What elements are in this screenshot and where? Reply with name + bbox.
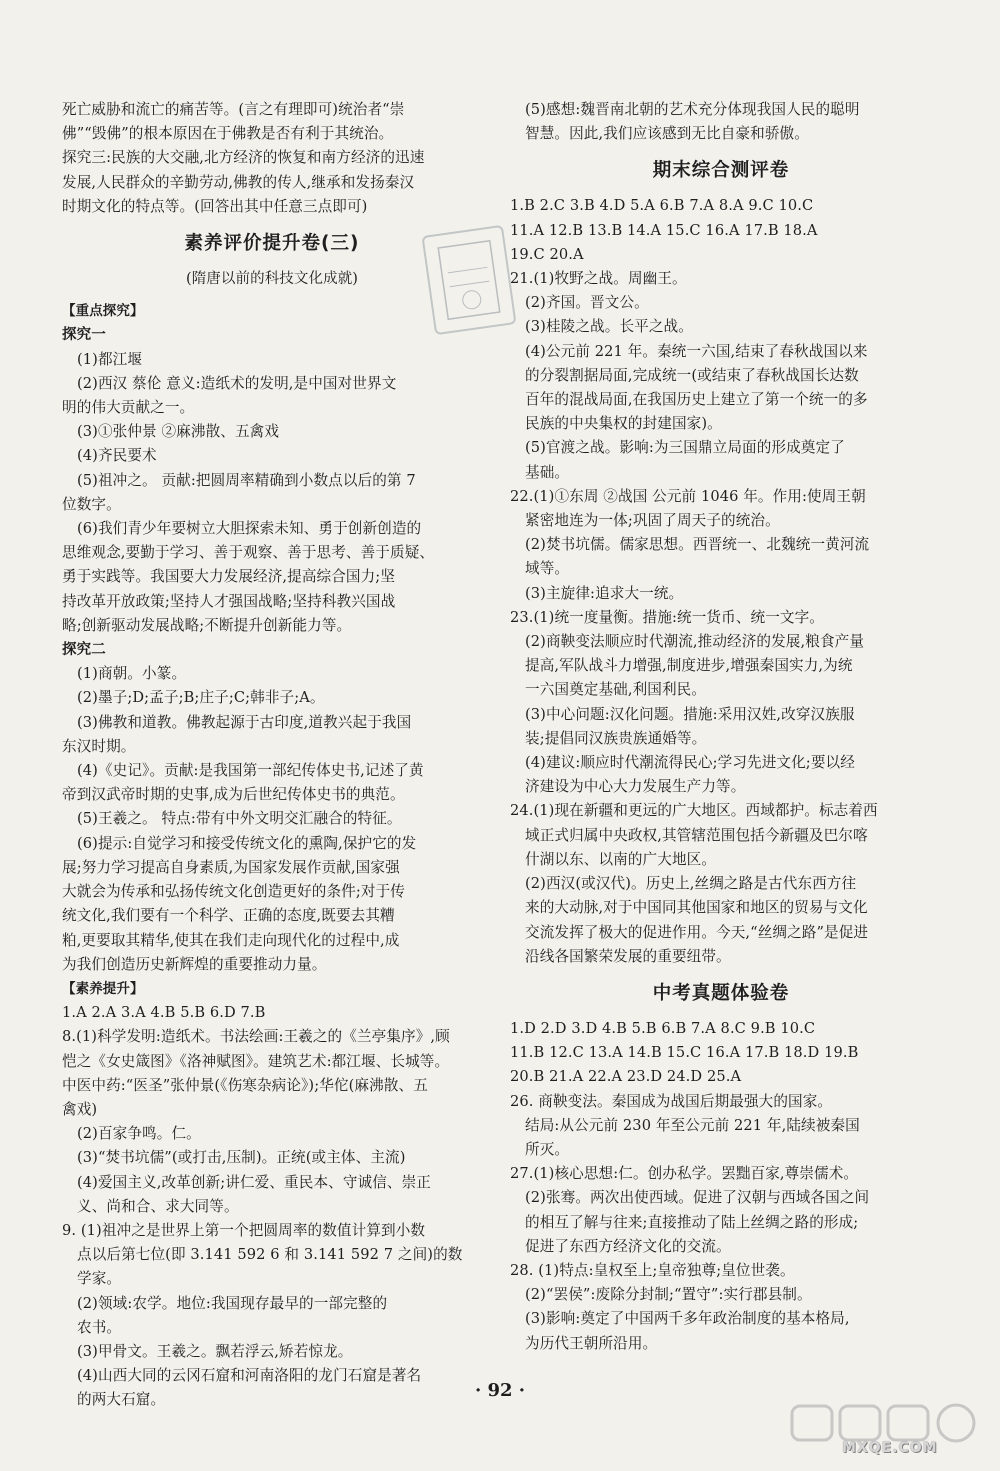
choice-answer-line: 11.A 12.B 13.B 14.A 15.C 16.A 17.B 18.A (510, 221, 818, 239)
text-line: 发展,人民群众的辛勤劳动,佛教的传人,继承和发扬秦汉 (62, 173, 415, 191)
answer-line: 为我们创造历史新辉煌的重要推动力量。 (62, 955, 327, 973)
answer-line: (4)《史记》。贡献:是我国第一部纪传体史书,记述了黄 (77, 762, 424, 780)
choice-answer-line: 1.D 2.D 3.D 4.B 5.B 6.B 7.A 8.C 9.B 10.C (510, 1019, 816, 1037)
answer-line: 提高,军队战斗力增强,制度进步,增强秦国实力,为统 (525, 657, 853, 675)
text-line: 死亡威胁和流亡的痛苦等。(言之有理即可)统治者“崇 (62, 101, 405, 118)
zhongkao-answers (510, 1090, 932, 1356)
answer-line: 沿线各国繁荣发展的重要纽带。 (525, 947, 731, 965)
section-subtitle: (隋唐以前的科技文化成就) (185, 271, 359, 288)
answer-line: (2)西汉 蔡伦 意义:造纸术的发明,是中国对世界文 (77, 374, 397, 392)
answer-line: 农书。 (77, 1318, 122, 1336)
answer-line: 的分裂割据局面,完成统一(或结束了春秋战国长达数 (525, 366, 859, 384)
answer-line: 域等。 (525, 560, 570, 578)
answer-line: 促进了东西方经济文化的交流。 (525, 1237, 731, 1255)
answer-line: (5)官渡之战。影响:为三国鼎立局面的形成奠定了 (525, 439, 845, 457)
answer-line: 济建设为中心大力发展生产力等。 (525, 778, 746, 796)
answer-line: 交流发挥了极大的促进作用。今天,“丝绸之路”是促进 (525, 923, 869, 941)
answer-line: 百年的混战局面,在我国历史上建立了第一个统一的多 (525, 391, 868, 409)
heading-explore-1: 探究一 (62, 327, 106, 344)
answer-line: 24.(1)现在新疆和更远的广大地区。西域都护。标志着西 (510, 802, 878, 820)
answer-line: (4)齐民要术 (77, 447, 157, 465)
left-column (62, 98, 482, 1413)
choice-answer-line: 20.B 21.A 22.A 23.D 24.D 25.A (510, 1068, 742, 1086)
answer-line: (3)“焚书坑儒”(或打击,压制)。正统(或主体、主流) (77, 1149, 406, 1167)
answer-line: 大就会为传承和弘扬传统文化创造更好的条件;对于传 (62, 883, 405, 901)
answer-line: 27.(1)核心思想:仁。创办私学。罢黜百家,尊崇儒术。 (510, 1165, 859, 1183)
answer-line: 结局:从公元前 230 年至公元前 221 年,陆续被秦国 (525, 1116, 860, 1134)
answer-line: 8.(1)科学发明:造纸术。书法绘画:王羲之的《兰亭集序》,顾 (62, 1028, 450, 1046)
answer-line: (5)祖冲之。 贡献:把圆周率精确到小数点以后的第 7 (77, 471, 416, 489)
answer-line: 持改革开放政策;坚持人才强国战略;坚持科教兴国战 (62, 592, 396, 610)
answer-line: 所灭。 (525, 1140, 570, 1158)
text-line: 时期文化的特点等。(回答出其中任意三点即可) (62, 197, 368, 215)
left-intro-block (62, 98, 482, 219)
answer-line: 紧密地连为一体;巩固了周天子的统治。 (525, 512, 780, 530)
tag-literacy-improvement: 【素养提升】 (62, 980, 144, 997)
answer-line: 学家。 (77, 1270, 122, 1288)
choice-answer-line: 11.B 12.C 13.A 14.B 15.C 16.A 17.B 18.D 19.B (510, 1044, 859, 1062)
answer-line: 装;提倡同汉族贵族通婚等。 (525, 729, 707, 747)
answer-line: (1)商朝。小篆。 (77, 665, 187, 683)
answer-line: 26. 商鞅变法。秦国成为战国后期最强大的国家。 (510, 1092, 833, 1110)
answer-line: 民族的中央集权的封建国家)。 (525, 415, 722, 433)
answer-line: 一六国奠定基础,利国利民。 (525, 681, 707, 699)
final-exam-choice-answers (510, 194, 932, 267)
answer-line: (2)西汉(或汉代)。历史上,丝绸之路是古代东西方往 (525, 875, 857, 893)
answer-line: 的两大石窟。 (77, 1391, 166, 1409)
answer-line: (4)山西大同的云冈石窟和河南洛阳的龙门石窟是著名 (77, 1367, 422, 1385)
right-intro-block (510, 98, 932, 146)
answer-line: 9. (1)祖冲之是世界上第一个把圆周率的数值计算到小数 (62, 1221, 426, 1239)
section-title-final-exam: 期末综合测评卷 (652, 160, 790, 182)
answer-line: 帝到汉武帝时期的史事,成为后世纪传体史书的典范。 (62, 786, 405, 804)
answer-line: (5)感想:魏晋南北朝的艺术充分体现我国人民的聪明 (525, 101, 860, 118)
answer-line: (6)提示:自觉学习和接受传统文化的熏陶,保护它的发 (77, 834, 417, 852)
answer-line: 点以后第七位(即 3.141 592 6 和 3.141 592 7 之间)的数 (77, 1246, 463, 1264)
answer-line: 东汉时期。 (62, 737, 136, 755)
answer-line: (5)王羲之。 特点:带有中外文明交汇融合的特征。 (77, 810, 402, 828)
answer-line: 展;努力学习提高自身素质,为国家发展作贡献,国家强 (62, 858, 400, 876)
answer-line: (6)我们青少年要树立大胆探索未知、勇于创新创造的 (77, 520, 422, 538)
answer-line: 义、尚和合、求大同等。 (77, 1197, 239, 1215)
answer-line: 恺之《女史箴图》《洛神赋图》。建筑艺术:都江堰、长城等。 (62, 1052, 450, 1070)
text-line: 佛”“毁佛”的根本原因在于佛教是否有利于其统治。 (62, 125, 394, 143)
answer-line: 明的伟大贡献之一。 (62, 399, 195, 417)
answer-line: (3)桂陵之战。长平之战。 (525, 318, 693, 336)
choice-answer-line: 1.B 2.C 3.B 4.D 5.A 6.B 7.A 8.A 9.C 10.C (510, 197, 814, 215)
explore-1-answers (62, 348, 482, 638)
answer-line: 略;创新驱动发展战略;不断提升创新能力等。 (62, 616, 352, 634)
answer-line: (3)影响:奠定了中国两千多年政治制度的基本格局, (525, 1310, 850, 1328)
answer-line: 22.(1)①东周 ②战国 公元前 1046 年。作用:使周王朝 (510, 487, 866, 505)
answer-line: (2)商鞅变法顺应时代潮流,推动经济的发展,粮食产量 (525, 633, 865, 651)
answer-line: (3)甲骨文。王羲之。飘若浮云,矫若惊龙。 (77, 1342, 353, 1360)
answer-line: (3)主旋律:追求大一统。 (525, 584, 684, 602)
answer-line: 统文化,我们要有一个科学、正确的态度,既要去其糟 (62, 907, 395, 925)
answer-line: (3)①张仲景 ②麻沸散、五禽戏 (77, 423, 280, 441)
answer-line: 21.(1)牧野之战。周幽王。 (510, 270, 687, 288)
answer-line: (2)齐国。晋文公。 (525, 294, 649, 312)
watermark-logo-text: MXQE.COM (842, 1440, 938, 1456)
answer-line: (4)公元前 221 年。秦统一六国,结束了春秋战国以来 (525, 342, 868, 360)
answer-line: 域正式归属中央政权,其管辖范围包括今新疆及巴尔喀 (525, 826, 868, 844)
literacy-answers (62, 1001, 482, 1412)
answer-line: 的相互了解与往来;直接推动了陆上丝绸之路的形成; (525, 1213, 859, 1231)
answer-line: 禽戏) (62, 1100, 98, 1118)
answer-line: 勇于实践等。我国要大力发展经济,提高综合国力;坚 (62, 568, 396, 586)
answer-line: 粕,更要取其精华,使其在我们走向现代化的过程中,成 (62, 931, 400, 949)
answer-line: 来的大动脉,对于中国同其他国家和地区的贸易与文化 (525, 899, 868, 917)
seal-stamp (421, 225, 516, 335)
heading-explore-2: 探究二 (62, 642, 106, 659)
tag-key-exploration: 【重点探究】 (62, 303, 144, 320)
answer-line: 为历代王朝所沿用。 (525, 1334, 658, 1352)
answer-line: 位数字。 (62, 495, 121, 513)
seal-stamp-icon (434, 236, 505, 324)
answer-line: (2)“罢侯”:废除分封制;“置守”:实行郡县制。 (525, 1286, 812, 1304)
answer-line: 思维观念,要勤于学习、善于观察、善于思考、善于质疑、 (62, 544, 435, 562)
answer-line: 智慧。因此,我们应该感到无比自豪和骄傲。 (525, 125, 809, 143)
text-line: 探究三:民族的大交融,北方经济的恢复和南方经济的迅速 (62, 149, 425, 167)
answer-line: (2)领域:农学。地位:我国现存最早的一部完整的 (77, 1294, 388, 1312)
section-title-review-3: 素养评价提升卷(三) (184, 233, 360, 255)
answer-line: (4)爱国主义,改革创新;讲仁爱、重民本、守诚信、崇正 (77, 1173, 431, 1191)
right-column (510, 98, 932, 1356)
answer-line: (1)都江堰 (77, 350, 143, 368)
answer-line: (2)墨子;D;孟子;B;庄子;C;韩非子;A。 (77, 689, 325, 707)
answer-line: 中医中药:“医圣”张仲景(《伤寒杂病论》);华佗(麻沸散、五 (62, 1076, 428, 1094)
zhongkao-choice-answers (510, 1017, 932, 1090)
answer-line: (3)佛教和道教。佛教起源于古印度,道教兴起于我国 (77, 713, 412, 731)
final-exam-answers (510, 267, 932, 969)
answer-line: (2)百家争鸣。仁。 (77, 1125, 201, 1143)
answer-line: (2)焚书坑儒。儒家思想。西晋统一、北魏统一黄河流 (525, 536, 870, 554)
answer-line: (2)张骞。两次出使西域。促进了汉朝与西域各国之间 (525, 1189, 870, 1207)
answer-line: (4)建议:顺应时代潮流得民心;学习先进文化;要以经 (525, 754, 855, 772)
answer-line: 23.(1)统一度量衡。措施:统一货币、统一文字。 (510, 608, 824, 626)
answer-line: 1.A 2.A 3.A 4.B 5.B 6.D 7.B (62, 1004, 266, 1022)
answer-line: 28. (1)特点:皇权至上;皇帝独尊;皇位世袭。 (510, 1261, 795, 1279)
choice-answer-line: 19.C 20.A (510, 245, 584, 263)
section-title-zhongkao: 中考真题体验卷 (652, 982, 790, 1004)
explore-2-answers (62, 662, 482, 977)
answer-line: 基础。 (525, 463, 570, 481)
answer-line: 什湖以东、以南的广大地区。 (525, 850, 717, 868)
answer-line: (3)中心问题:汉化问题。措施:采用汉姓,改穿汉族服 (525, 705, 855, 723)
page-number: · 92 · (474, 1380, 526, 1401)
